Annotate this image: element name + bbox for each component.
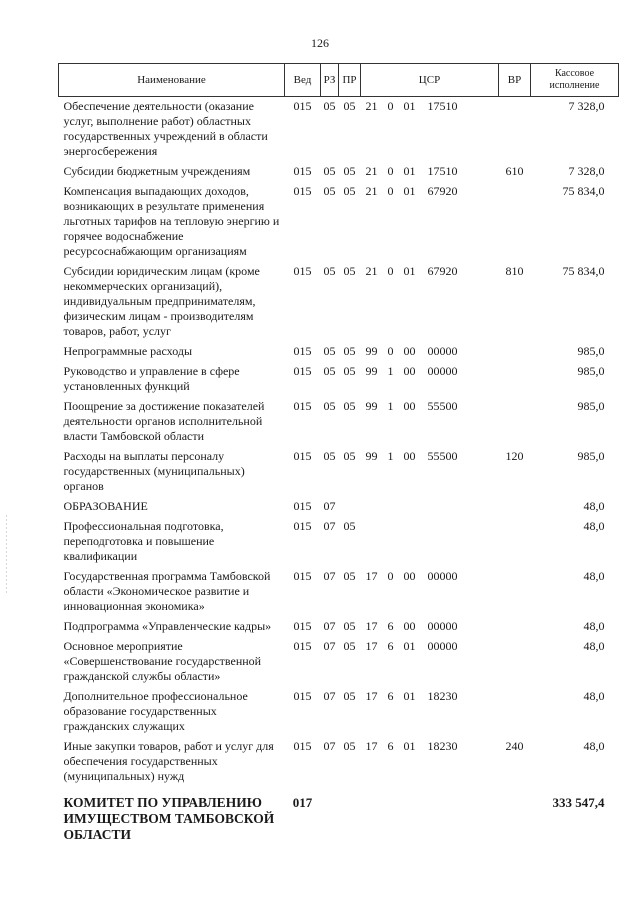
row-vr [499,182,531,262]
total-vr [499,787,531,843]
csr-code [361,639,499,654]
csr-part-3: 01 [403,689,416,703]
csr-part-2: 1 [387,399,394,413]
csr-part-1: 99 [365,399,378,413]
row-name: Субсидии юридическим лицам (кроме некоммерческих организаций), индивидуальным предпринимателям, физическим лицам - производителям товаров, работ, услуг [63,264,260,338]
row-rz: 07 [323,499,336,513]
csr-part-4: 00000 [427,364,458,378]
total-csr [361,787,499,843]
row-pr: 05 [343,449,356,463]
row-vr [499,687,531,737]
row-ved: 015 [293,99,312,113]
row-pr: 05 [343,639,356,653]
csr-part-2: 6 [387,639,394,653]
row-csr [361,447,499,497]
row-vr [499,362,531,397]
csr-part-2: 6 [387,619,394,633]
csr-part-3: 00 [403,569,416,583]
row-amount: 48,0 [583,689,605,703]
row-csr [361,737,499,787]
row-rz: 05 [323,184,336,198]
table-row [59,517,619,567]
row-vr: 240 [505,739,524,753]
csr-part-3: 01 [403,164,416,178]
row-rz: 05 [323,399,336,413]
row-csr [361,97,499,163]
table-row [59,162,619,182]
row-rz: 05 [323,449,336,463]
row-name: Поощрение за достижение показателей деятельности органов исполнительной власти Тамбовской области [63,399,265,443]
csr-part-1: 99 [365,449,378,463]
table-row [59,567,619,617]
total-ved: 017 [292,795,313,810]
scan-margin-mark [6,515,7,595]
csr-part-4: 67920 [427,264,458,278]
row-pr: 05 [343,569,356,583]
table-row [59,397,619,447]
row-ved: 015 [293,519,312,533]
csr-part-1: 17 [365,619,378,633]
row-name: ОБРАЗОВАНИЕ [63,499,148,513]
row-ved: 015 [293,569,312,583]
csr-part-4: 17510 [427,99,458,113]
row-vr [499,567,531,617]
csr-part-4: 55500 [427,449,458,463]
row-name: Расходы на выплаты персоналу государственных (муниципальных) органов [63,449,245,493]
csr-part-3: 00 [403,344,416,358]
csr-part-3: 01 [403,264,416,278]
row-ved: 015 [293,344,312,358]
page-number: 126 [311,36,329,50]
row-amount: 48,0 [583,519,605,533]
row-csr [361,617,499,637]
csr-part-2: 0 [387,184,394,198]
table-row [59,737,619,787]
csr-part-1: 17 [365,569,378,583]
row-rz: 07 [323,619,336,633]
row-csr [361,262,499,342]
row-rz: 05 [323,264,336,278]
row-vr [499,97,531,163]
row-rz: 05 [323,344,336,358]
row-pr [339,497,361,517]
row-amount: 48,0 [583,569,605,583]
csr-part-4: 18230 [427,689,458,703]
csr-part-3: 01 [403,99,416,113]
csr-code [361,164,499,179]
row-csr [361,567,499,617]
csr-part-4: 00000 [427,639,458,653]
csr-part-2: 0 [387,344,394,358]
row-name: Субсидии бюджетным учреждениям [63,164,251,178]
row-name: Иные закупки товаров, работ и услуг для обеспечения государственных (муниципальных) нужд [63,739,274,783]
row-name: Государственная программа Тамбовской области «Экономическое развитие и инновационная экономика» [63,569,271,613]
row-rz: 05 [323,99,336,113]
row-amount: 48,0 [583,499,605,513]
table-row [59,447,619,497]
row-amount: 48,0 [583,639,605,653]
header-credit [531,64,619,97]
row-amount: 7 328,0 [568,99,605,113]
csr-part-3: 01 [403,184,416,198]
table-row [59,687,619,737]
csr-part-1: 21 [365,184,378,198]
csr-part-2: 0 [387,569,394,583]
csr-code [361,569,499,584]
header-name: Наименование [59,64,285,97]
row-ved: 015 [293,399,312,413]
row-rz: 07 [323,689,336,703]
csr-part-4: 00000 [427,619,458,633]
row-name: Непрограммные расходы [63,344,193,358]
csr-part-1: 17 [365,739,378,753]
csr-part-3: 00 [403,399,416,413]
csr-part-1: 21 [365,99,378,113]
row-ved: 015 [293,639,312,653]
csr-code [361,99,499,114]
total-name: КОМИТЕТ ПО УПРАВЛЕНИЮ ИМУЩЕСТВОМ ТАМБОВСКОЙ ОБЛАСТИ [63,795,275,842]
csr-code [361,264,499,279]
table-body [59,97,619,844]
row-name: Дополнительное профессиональное образование государственных гражданских служащих [63,689,248,733]
csr-part-2: 6 [387,739,394,753]
csr-part-3: 00 [403,619,416,633]
table-row [59,497,619,517]
row-pr: 05 [343,364,356,378]
row-pr: 05 [343,184,356,198]
total-amount: 333 547,4 [552,795,605,810]
csr-part-4: 18230 [427,739,458,753]
budget-table [58,63,619,843]
header-credit-line2: исполнение [549,80,600,91]
csr-code [361,619,499,634]
row-rz: 05 [323,364,336,378]
table-row [59,637,619,687]
row-rz: 07 [323,569,336,583]
header-ved: Вед [285,64,321,97]
table-row [59,182,619,262]
row-amount: 48,0 [583,739,605,753]
row-ved: 015 [293,619,312,633]
csr-part-1: 21 [365,164,378,178]
row-amount: 985,0 [577,399,605,413]
row-vr [499,342,531,362]
csr-code [361,399,499,414]
csr-code [361,184,499,199]
row-csr [361,687,499,737]
row-csr [361,162,499,182]
csr-part-2: 0 [387,99,394,113]
csr-part-4: 67920 [427,184,458,198]
header-credit-line1: Кассовое [554,68,595,79]
row-rz: 07 [323,739,336,753]
csr-part-2: 1 [387,364,394,378]
csr-code [361,344,499,359]
csr-part-3: 01 [403,639,416,653]
row-ved: 015 [293,499,312,513]
header-vr: ВР [499,64,531,97]
header-csr: ЦСР [361,64,499,97]
row-ved: 015 [293,264,312,278]
row-vr: 810 [505,264,524,278]
csr-part-1: 17 [365,639,378,653]
row-amount: 48,0 [583,619,605,633]
row-vr [499,617,531,637]
row-csr [361,397,499,447]
row-csr [361,517,499,567]
row-csr [361,637,499,687]
row-amount: 75 834,0 [562,264,605,278]
row-vr [499,637,531,687]
row-csr [361,342,499,362]
row-ved: 015 [293,739,312,753]
row-csr [361,497,499,517]
csr-part-2: 6 [387,689,394,703]
total-row [59,787,619,843]
csr-part-2: 1 [387,449,394,463]
row-csr [361,362,499,397]
row-vr [499,397,531,447]
table-header-row [59,64,619,97]
row-vr: 120 [505,449,524,463]
row-rz: 07 [323,519,336,533]
csr-part-4: 00000 [427,569,458,583]
csr-part-1: 99 [365,344,378,358]
row-ved: 015 [293,364,312,378]
csr-part-2: 0 [387,164,394,178]
table-row [59,262,619,342]
csr-part-4: 17510 [427,164,458,178]
row-name: Профессиональная подготовка, переподготовка и повышение квалификации [63,519,224,563]
row-csr [361,182,499,262]
row-pr: 05 [343,99,356,113]
table-row [59,97,619,163]
row-amount: 985,0 [577,449,605,463]
total-pr [339,787,361,843]
row-pr: 05 [343,739,356,753]
row-pr: 05 [343,399,356,413]
csr-part-2: 0 [387,264,394,278]
row-vr [499,497,531,517]
row-vr [499,517,531,567]
row-name: Руководство и управление в сфере установленных функций [63,364,240,393]
row-name: Компенсация выпадающих доходов, возникающих в результате применения льготных тарифов на тепловую энергию и горячее водоснабжение ресурсоснабжающим организациям [63,184,280,258]
csr-part-1: 99 [365,364,378,378]
row-pr: 05 [343,264,356,278]
row-name: Основное мероприятие «Совершенствование государственной гражданской службы области» [63,639,262,683]
total-rz [321,787,339,843]
csr-part-4: 55500 [427,399,458,413]
row-ved: 015 [293,164,312,178]
csr-code [361,739,499,754]
csr-code [361,689,499,704]
table-row [59,362,619,397]
csr-part-3: 00 [403,449,416,463]
row-amount: 7 328,0 [568,164,605,178]
csr-part-4: 00000 [427,344,458,358]
csr-part-1: 17 [365,689,378,703]
row-ved: 015 [293,449,312,463]
row-name: Подпрограмма «Управленческие кадры» [63,619,272,633]
header-rz: РЗ [321,64,339,97]
row-vr: 610 [505,164,524,178]
row-amount: 75 834,0 [562,184,605,198]
csr-code [361,449,499,464]
row-ved: 015 [293,689,312,703]
row-rz: 05 [323,164,336,178]
table-row [59,617,619,637]
row-amount: 985,0 [577,344,605,358]
csr-code [361,364,499,379]
row-pr: 05 [343,164,356,178]
table-row [59,342,619,362]
header-pr: ПР [339,64,361,97]
csr-part-1: 21 [365,264,378,278]
row-name: Обеспечение деятельности (оказание услуг, выполнение работ) областных государственных учреждений в области энергосбережения [63,99,268,158]
csr-part-3: 01 [403,739,416,753]
row-pr: 05 [343,519,356,533]
row-pr: 05 [343,689,356,703]
row-ved: 015 [293,184,312,198]
row-pr: 05 [343,619,356,633]
row-amount: 985,0 [577,364,605,378]
row-rz: 07 [323,639,336,653]
row-pr: 05 [343,344,356,358]
csr-part-3: 00 [403,364,416,378]
